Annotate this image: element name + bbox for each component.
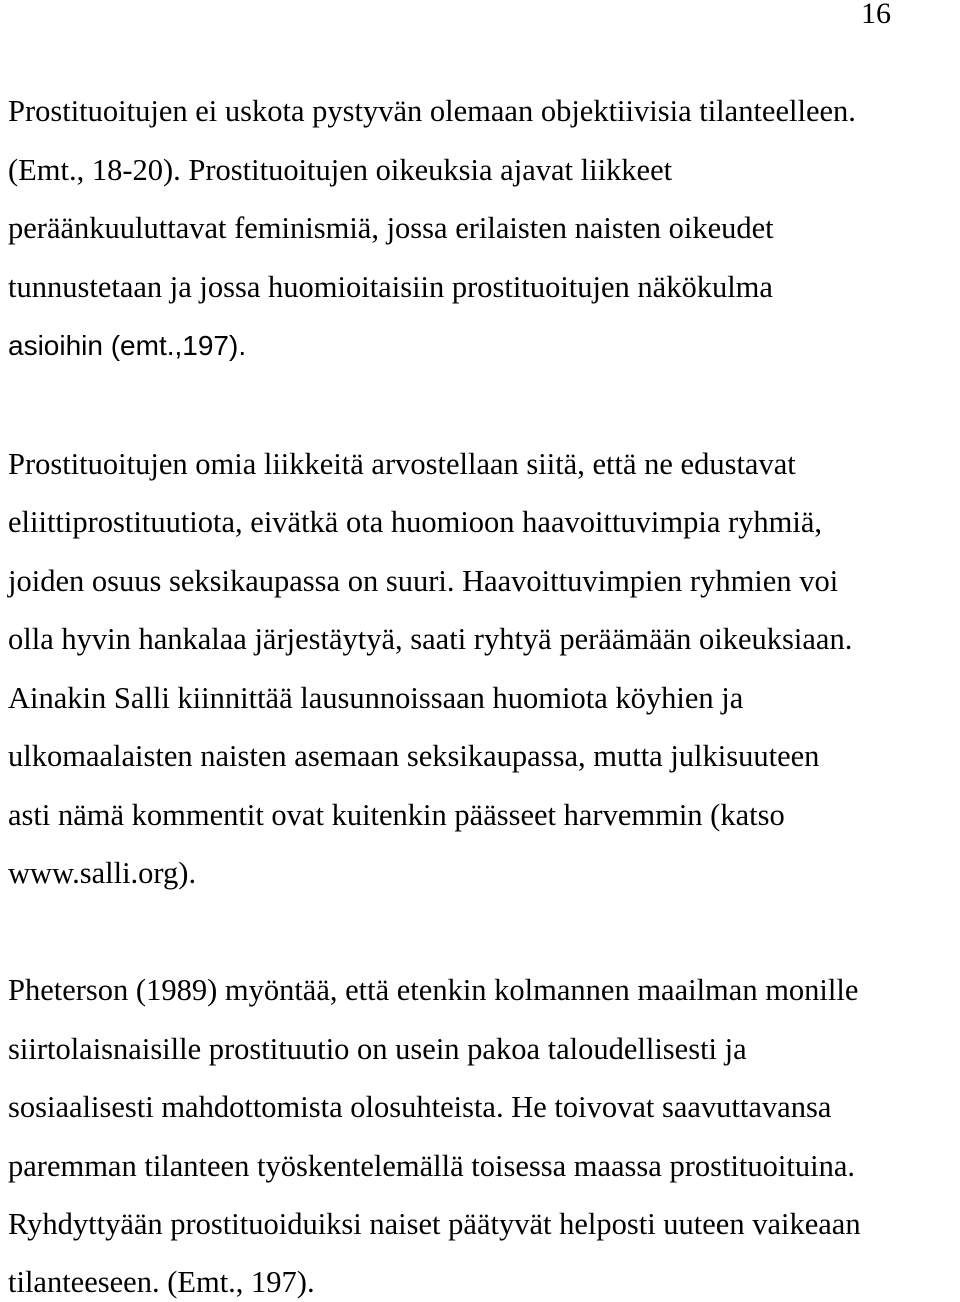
text-line: siirtolaisnaisille prostituutio on usein pakoa taloudellisesti ja [8,1032,747,1066]
text-line: paremman tilanteen työskentelemällä toisessa maassa prostituoituina. [8,1149,855,1183]
text-line: ulkomaalaisten naisten asemaan seksikaupassa, mutta julkisuuteen [8,739,820,773]
text-line: sosiaalisesti mahdottomista olosuhteista. He toivovat saavuttavansa [8,1090,832,1124]
text-line: www.salli.org). [8,856,197,890]
text-line: olla hyvin hankalaa järjestäytyä, saati ryhtyä peräämään oikeuksiaan. [8,622,853,656]
page-number: 16 [861,0,891,30]
text-line: Ryhdyttyään prostituoiduiksi naiset päätyvät helposti uuteen vaikeaan [8,1207,861,1241]
text-line: (Emt., 18-20). Prostituoitujen oikeuksia ajavat liikkeet [8,153,673,187]
text-line: eliittiprostituutiota, eivätkä ota huomioon haavoittuvimpia ryhmiä, [8,505,823,539]
text-line: asioihin (emt.,197). [8,330,247,361]
text-line: joiden osuus seksikaupassa on suuri. Haavoittuvimpien ryhmien voi [8,564,839,598]
text-line: Prostituoitujen ei uskota pystyvän olemaan objektiivisia tilanteelleen. [8,94,856,128]
text-line: tunnustetaan ja jossa huomioitaisiin prostituoitujen näkökulma [8,270,773,304]
text-line: Prostituoitujen omia liikkeitä arvostellaan siitä, että ne edustavat [8,447,796,481]
text-line: asti nämä kommentit ovat kuitenkin päässeet harvemmin (katso [8,798,785,832]
text-line: peräänkuuluttavat feminismiä, jossa erilaisten naisten oikeudet [8,211,774,245]
text-line: tilanteeseen. (Emt., 197). [8,1265,315,1299]
text-line: Ainakin Salli kiinnittää lausunnoissaan huomiota köyhien ja [8,681,744,715]
text-line: Pheterson (1989) myöntää, että etenkin kolmannen maailman monille [8,973,859,1007]
